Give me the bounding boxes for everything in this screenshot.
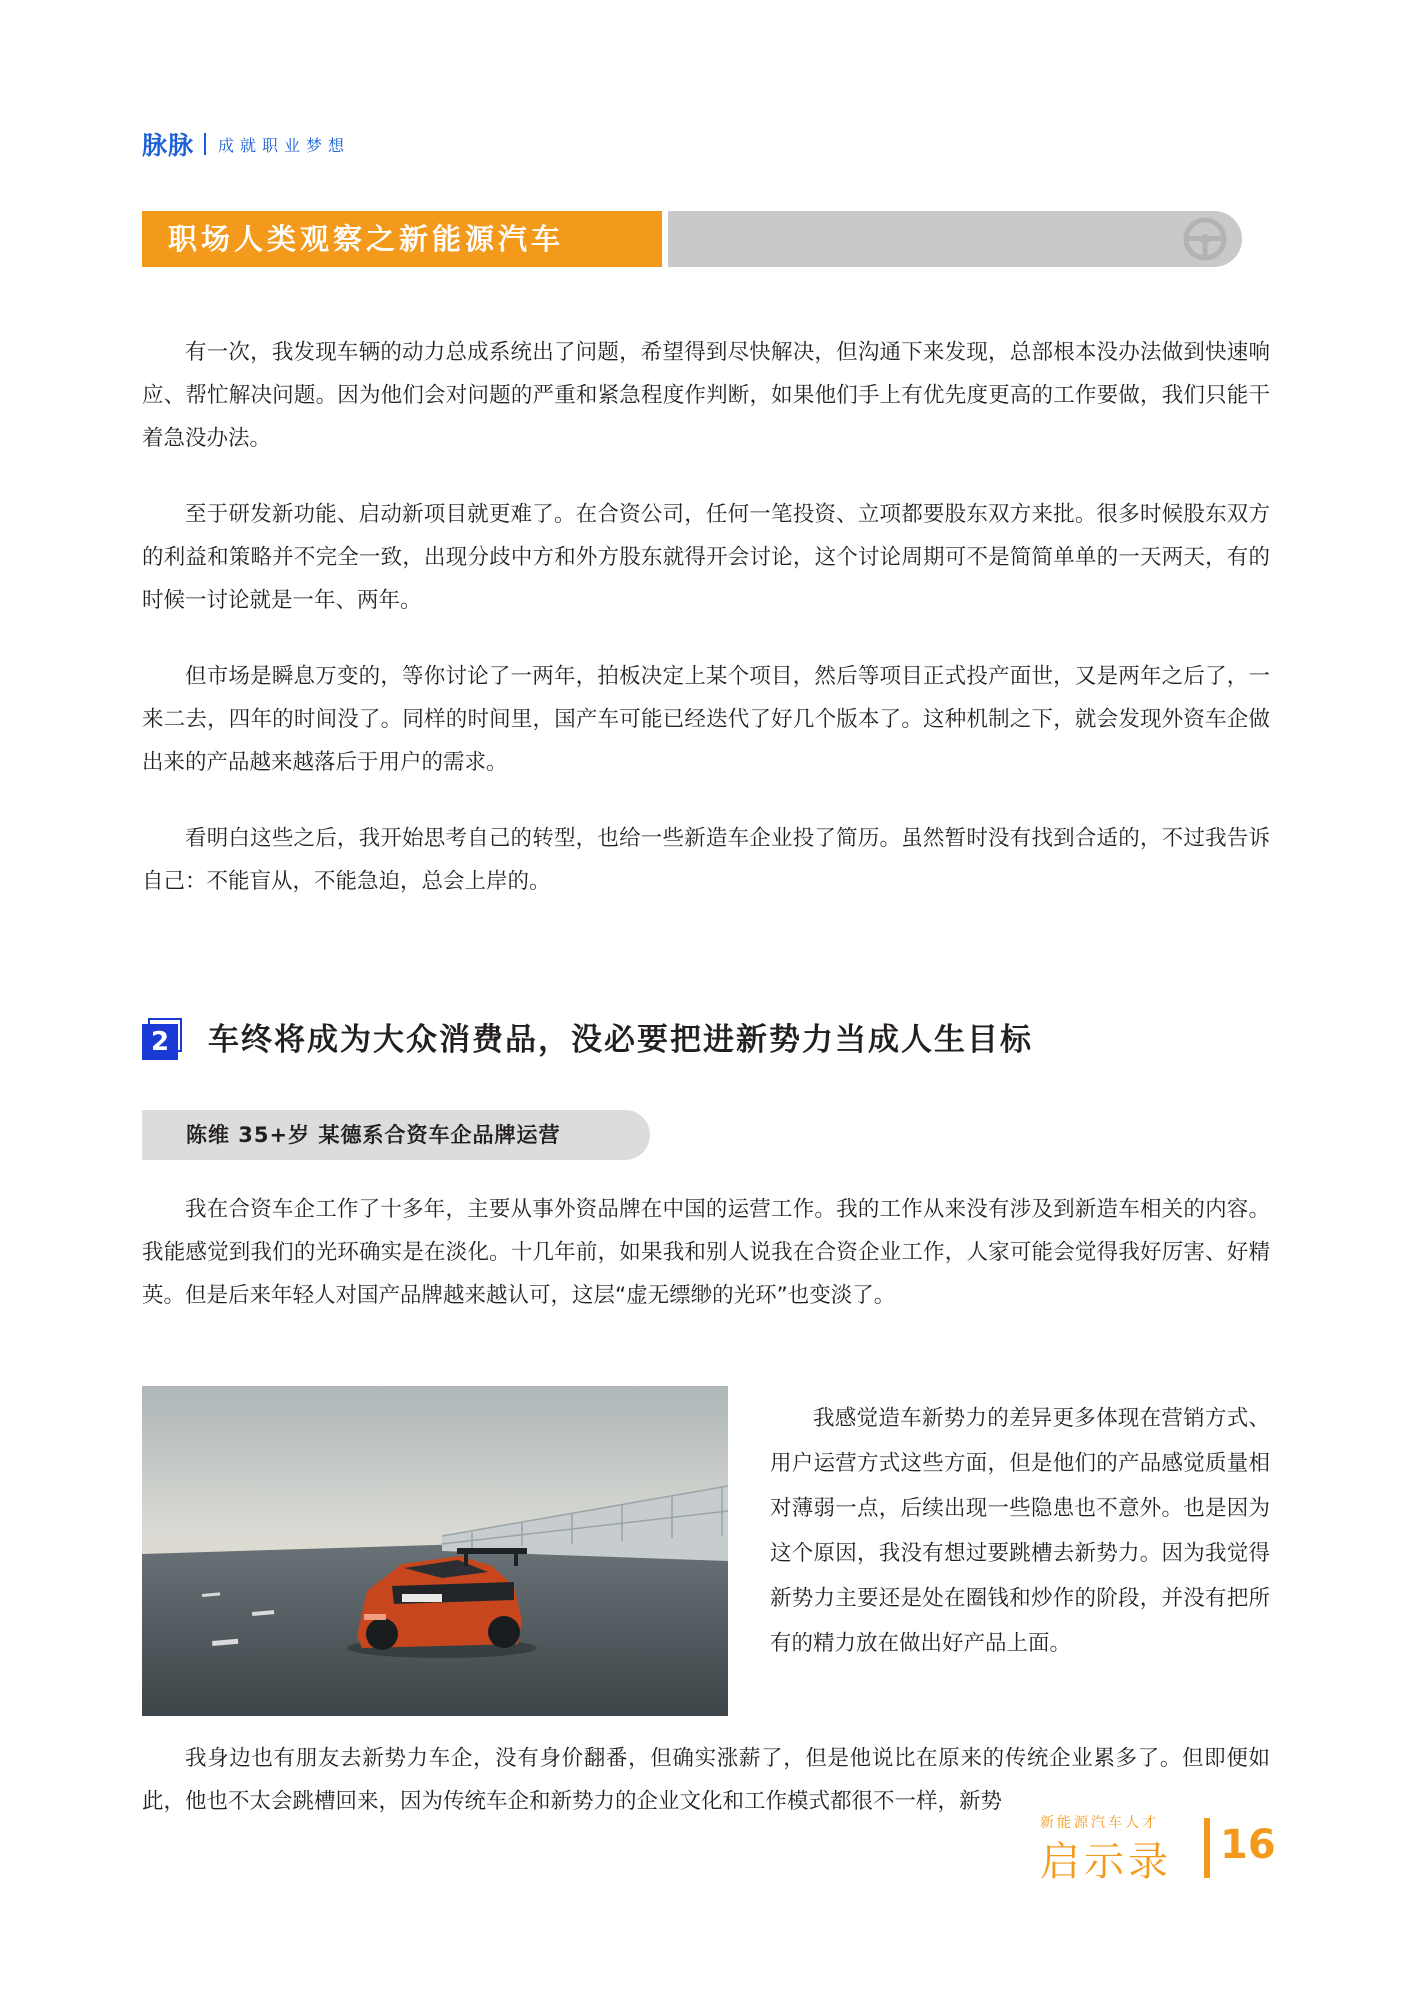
brand-divider <box>204 133 206 155</box>
paragraph-2: 至于研发新功能、启动新项目就更难了。在合资公司，任何一笔投资、立项都要股东双方来批。很多时候股东双方的利益和策略并不完全一致，出现分歧中方和外方股东就得开会讨论，这个讨论周期可不是简简单单的一天两天，有的时候一讨论就是一年、两年。 <box>142 502 1270 613</box>
last-paragraph: 我身边也有朋友去新势力车企，没有身价翻番，但确实涨薪了，但是他说比在原来的传统企业累多了。但即便如此，他也不太会跳槽回来，因为传统车企和新势力的企业文化和工作模式都很不一样，新势 <box>142 1746 1270 1814</box>
interviewee-text: 陈维 35+岁 某德系合资车企品牌运营 <box>186 1123 561 1147</box>
section-banner <box>142 211 1270 267</box>
brand-logo: 脉脉 <box>142 131 195 160</box>
footer-divider <box>1204 1818 1210 1878</box>
brand-slogan: 成就职业梦想 <box>218 135 351 155</box>
paragraph-3: 但市场是瞬息万变的，等你讨论了一两年，拍板决定上某个项目，然后等项目正式投产面世，又是两年之后了，一来二去，四年的时间没了。同样的时间里，国产车可能已经迭代了好几个版本了。这种机制之下，就会发现外资车企做出来的产品越来越落后于用户的需求。 <box>142 664 1270 775</box>
section-title: 车终将成为大众消费品，没必要把进新势力当成人生目标 <box>208 1022 1033 1058</box>
footer-title: 启示录 <box>1040 1839 1172 1885</box>
footer-subtitle: 新能源汽车人才 <box>1040 1815 1159 1831</box>
paragraph-4: 看明白这些之后，我开始思考自己的转型，也给一些新造车企业投了简历。虽然暂时没有找到合适的，不过我告诉自己：不能盲从，不能急迫，总会上岸的。 <box>142 826 1270 894</box>
banner-title: 职场人类观察之新能源汽车 <box>168 222 565 256</box>
side-paragraph: 我感觉造车新势力的差异更多体现在营销方式、用户运营方式这些方面，但是他们的产品感觉质量相对薄弱一点，后续出现一些隐患也不意外。也是因为这个原因，我没有想过要跳槽去新势力。因为我觉得新势力主要还是处在圈钱和炒作的阶段，并没有把所有的精力放在做出好产品上面。 <box>770 1406 1270 1656</box>
paragraph-1: 有一次，我发现车辆的动力总成系统出了问题，希望得到尽快解决，但沟通下来发现，总部根本没办法做到快速响应、帮忙解决问题。因为他们会对问题的严重和紧急程度作判断，如果他们手上有优先度更高的工作要做，我们只能干着急没办法。 <box>142 340 1270 451</box>
steering-wheel-icon <box>1182 216 1228 262</box>
intro-paragraph: 我在合资车企工作了十多年，主要从事外资品牌在中国的运营工作。我的工作从来没有涉及到新造车相关的内容。我能感觉到我们的光环确实是在淡化。十几年前，如果我和别人说我在合资企业工作，人家可能会觉得我好厉害、好精英。但是后来年轻人对国产品牌越来越认可，这层“虚无缥缈的光环”也变淡了。 <box>142 1197 1270 1308</box>
brand-header <box>142 126 350 162</box>
footer-brand <box>1040 1812 1276 1885</box>
banner-title-block <box>142 211 662 267</box>
sports-car-photo <box>142 1386 728 1716</box>
page-number: 16 <box>1220 1822 1276 1868</box>
banner-gray-block <box>668 211 1242 267</box>
interviewee-label <box>142 1110 650 1160</box>
section-number: 2 <box>142 1024 178 1060</box>
